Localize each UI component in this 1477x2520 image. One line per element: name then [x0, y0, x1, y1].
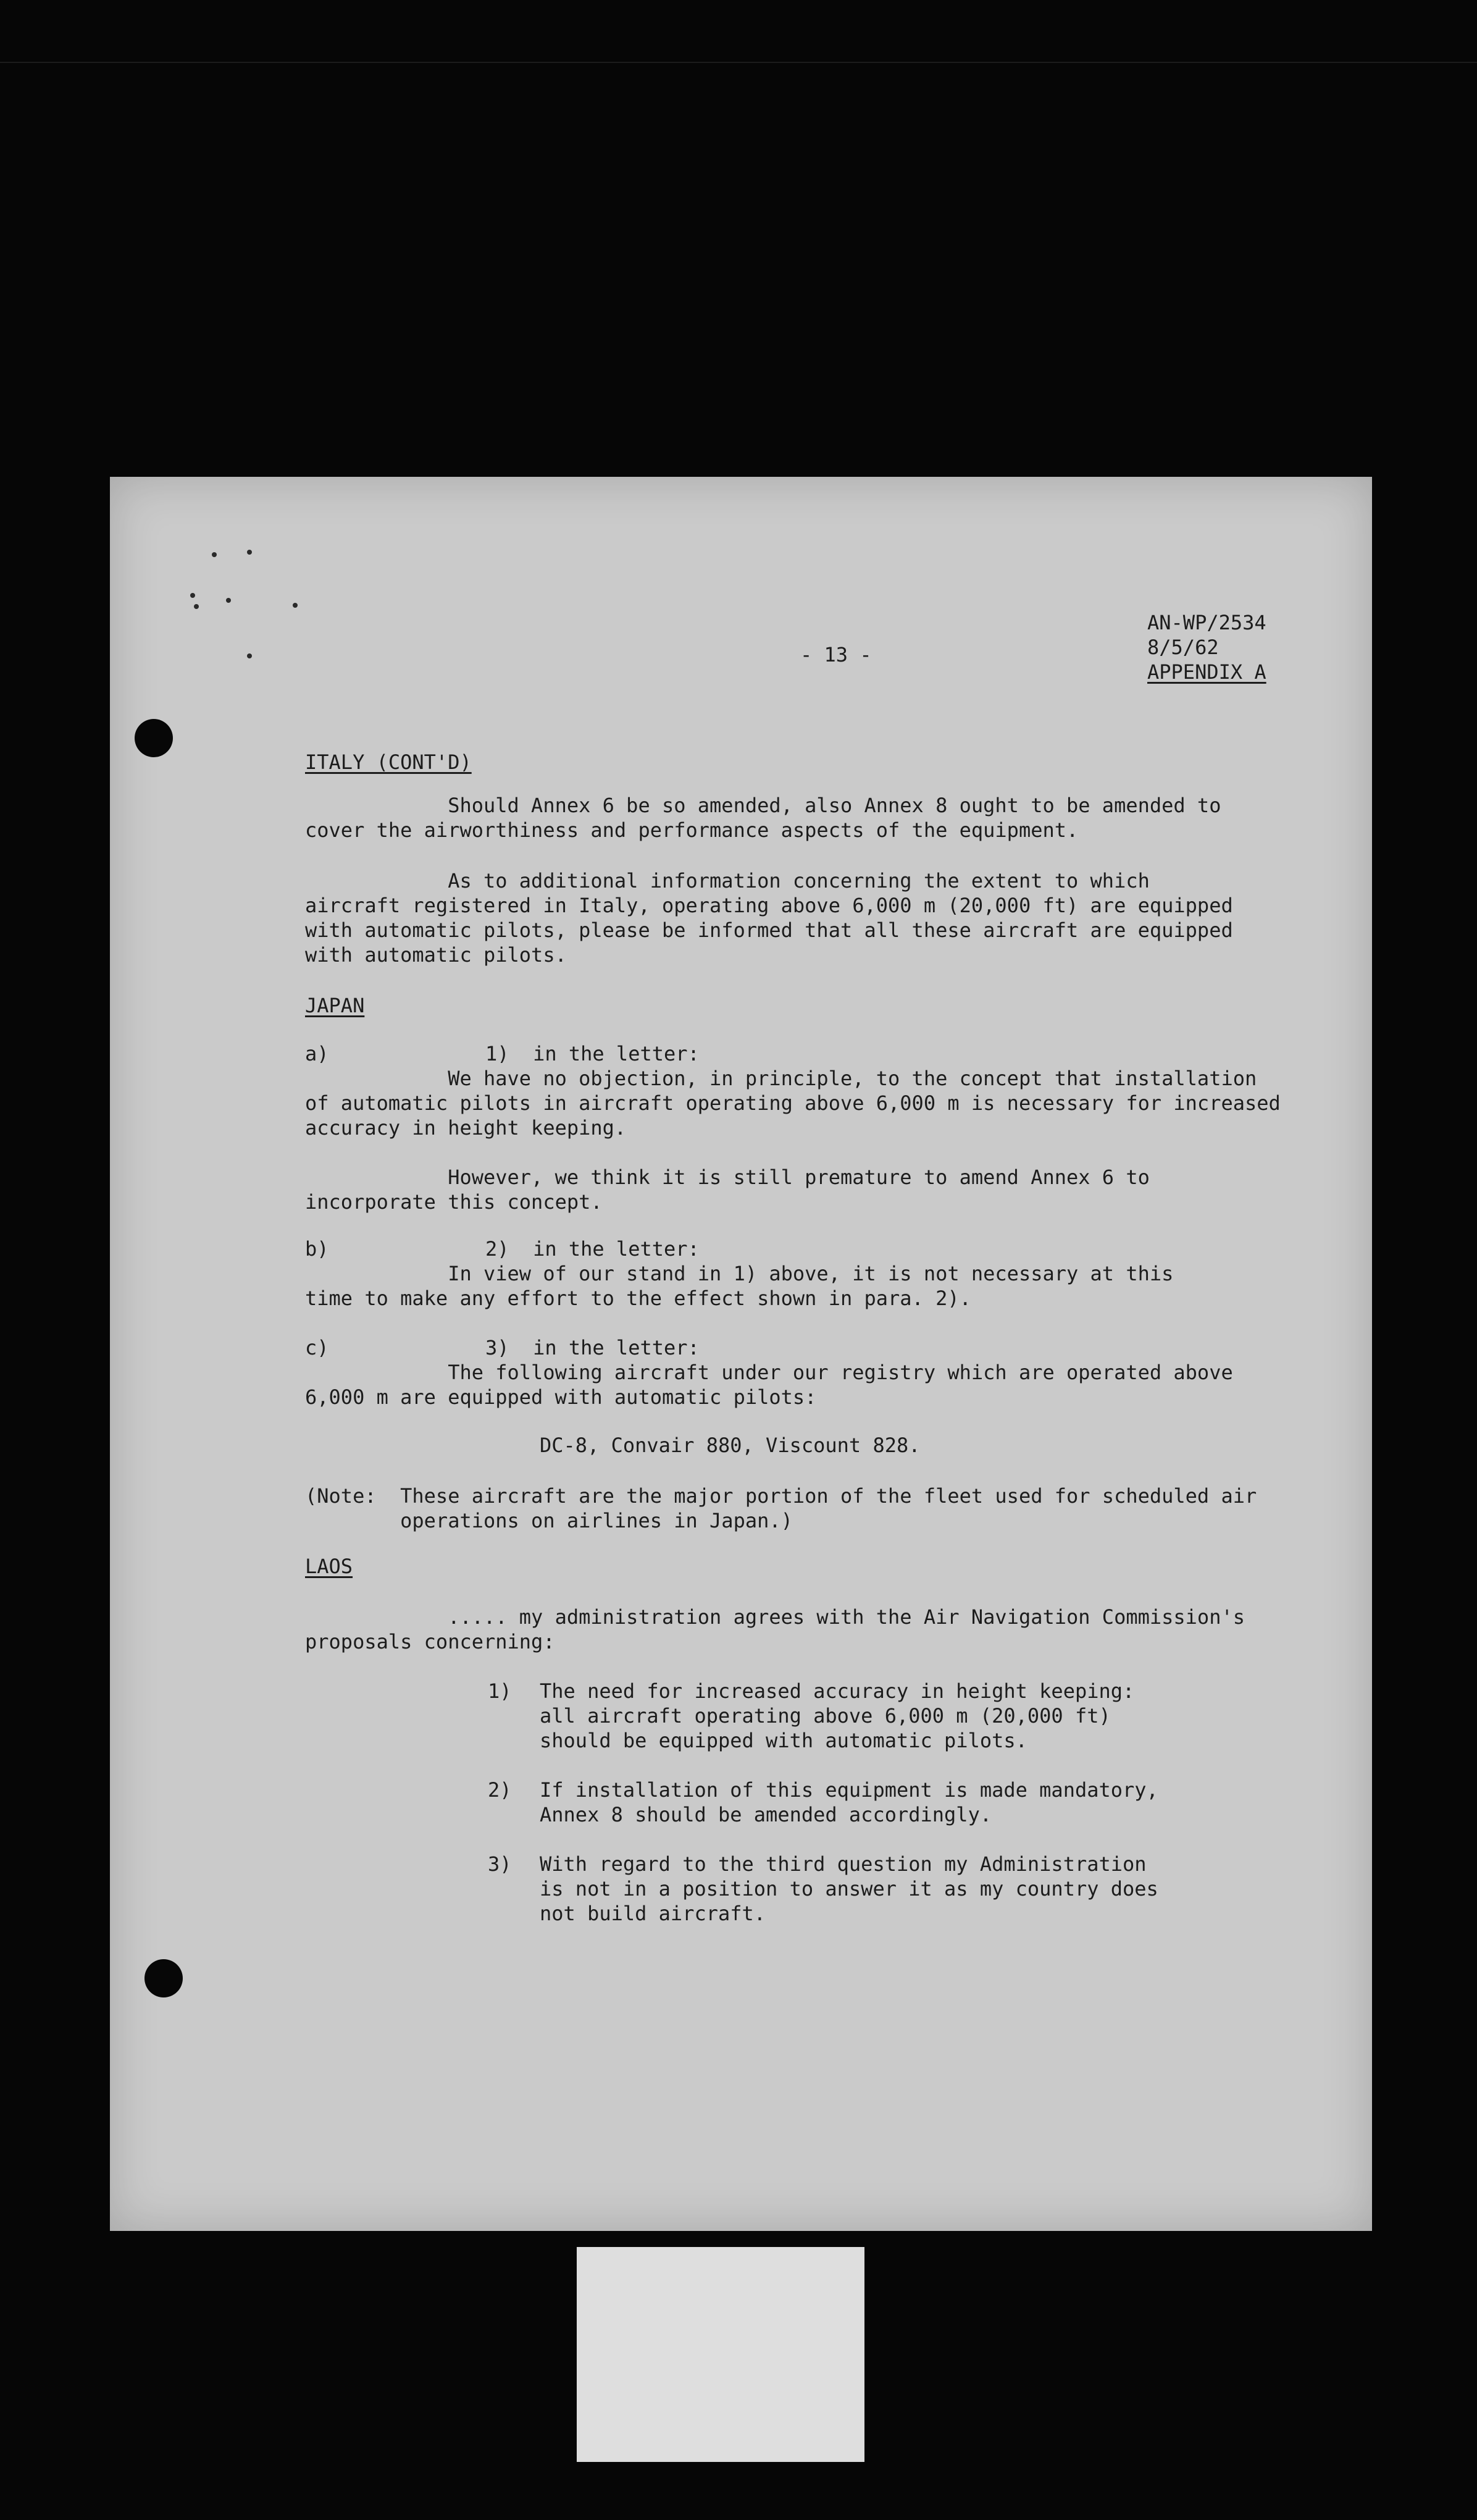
speck — [194, 604, 199, 609]
japan-item-c-marker: c) — [305, 1336, 329, 1359]
document-reference: AN-WP/2534 — [1147, 611, 1266, 634]
italy-paragraph-1: Should Annex 6 be so amended, also Annex 8 ought to be amended to cover the airworthiness and performance aspects of the equipment. — [305, 794, 1221, 842]
japan-item-a-text: We have no objection, in principle, to the concept that installation of automatic pilots in aircraft operating above 6,000 m is necessary for increased accuracy in height keeping. — [305, 1067, 1281, 1140]
italy-heading: ITALY (CONT'D) — [305, 750, 472, 774]
japan-item-b-marker: b) — [305, 1237, 329, 1261]
laos-item-2-text: If installation of this equipment is made mandatory, Annex 8 should be amended accordingly. — [540, 1778, 1158, 1826]
laos-item-1-number: 1) — [488, 1679, 512, 1703]
speck — [226, 598, 231, 603]
speck — [247, 653, 252, 658]
italy-paragraph-2: As to additional information concerning the extent to which aircraft registered in Italy, operating above 6,000 m (20,000 ft) are equipped with automatic pilots, please be informed that all these aircraft are equipped with automatic pilots. — [305, 869, 1233, 967]
document-date: 8/5/62 — [1147, 636, 1219, 659]
japan-item-c-text: The following aircraft under our registry which are operated above 6,000 m are equipped with automatic pilots: — [305, 1361, 1233, 1409]
laos-intro: ..... my administration agrees with the Air Navigation Commission's proposals concerning: — [305, 1605, 1245, 1653]
japan-item-a-marker: a) — [305, 1042, 329, 1065]
laos-item-1-text: The need for increased accuracy in height keeping: all aircraft operating above 6,000 m (20,000 ft) should be equipped with automatic pilots. — [540, 1679, 1135, 1752]
speck — [247, 550, 252, 555]
japan-item-a-heading: 1) in the letter: — [485, 1042, 700, 1065]
laos-item-3-text: With regard to the third question my Administration is not in a position to answer it as my country does not build aircraft. — [540, 1852, 1158, 1925]
page-number: - 13 - — [800, 643, 872, 666]
japan-aircraft-list: DC-8, Convair 880, Viscount 828. — [540, 1434, 921, 1457]
japan-item-c-heading: 3) in the letter: — [485, 1336, 700, 1359]
japan-item-b-heading: 2) in the letter: — [485, 1237, 700, 1261]
speck — [212, 552, 217, 557]
appendix-label: APPENDIX A — [1147, 660, 1266, 684]
punch-hole-bottom — [144, 1959, 183, 1997]
japan-item-a-text-2: However, we think it is still premature to amend Annex 6 to incorporate this concept. — [305, 1166, 1150, 1214]
japan-note: (Note: These aircraft are the major portion of the fleet used for scheduled air operations on airlines in Japan.) — [305, 1484, 1257, 1532]
speck — [190, 593, 195, 598]
punch-hole-top — [135, 719, 173, 757]
calibration-card — [577, 2247, 864, 2462]
speck — [293, 603, 298, 608]
film-edge-line — [0, 62, 1477, 63]
laos-item-2-number: 2) — [488, 1778, 512, 1802]
document-page — [110, 477, 1372, 2231]
laos-heading: LAOS — [305, 1555, 353, 1578]
laos-item-3-number: 3) — [488, 1852, 512, 1876]
japan-item-b-text: In view of our stand in 1) above, it is not necessary at this time to make any effort to the effect shown in para. 2). — [305, 1262, 1174, 1310]
japan-heading: JAPAN — [305, 994, 365, 1017]
